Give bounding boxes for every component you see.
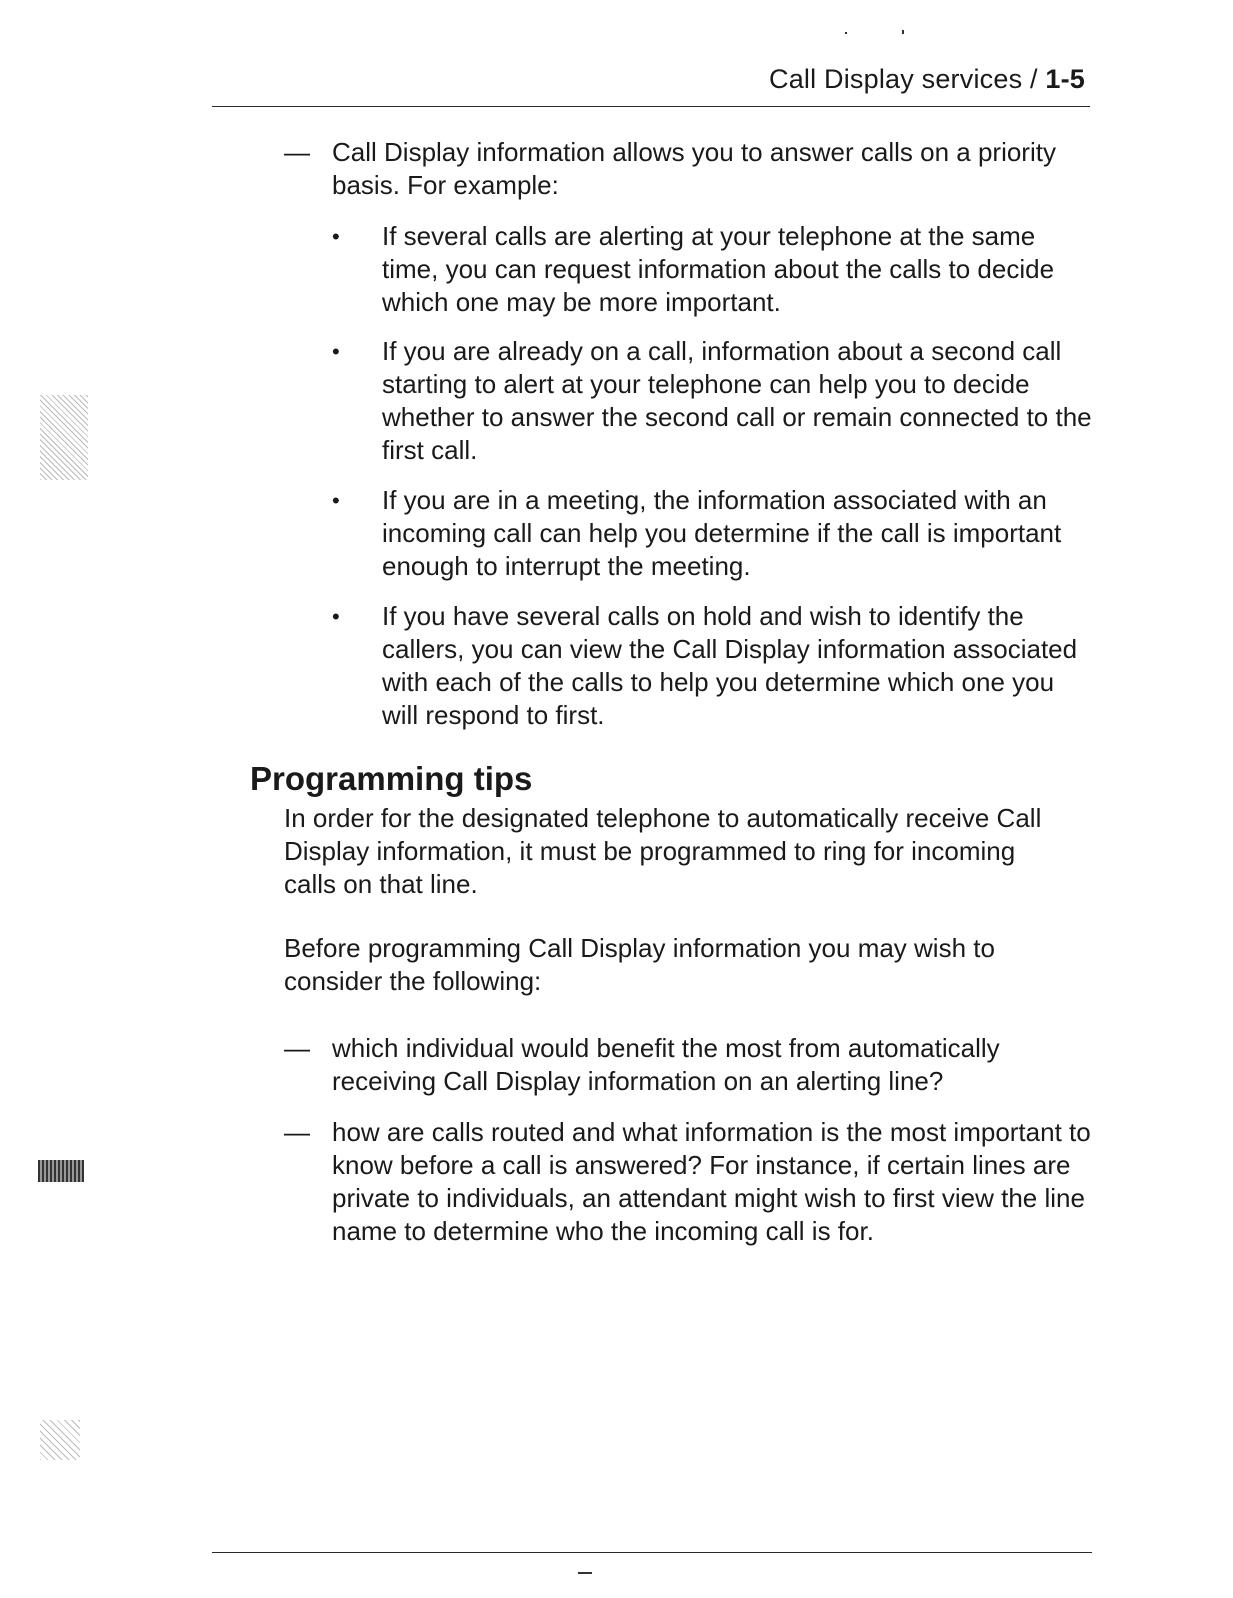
bullet-text: If several calls are alerting at your telephone at the same time, you can request information about the calls to decide which one may be more important.: [382, 221, 1055, 317]
intro-dash-text: Call Display information allows you to answer calls on a priority basis. For example:: [332, 137, 1056, 200]
scan-noise: [40, 1420, 80, 1460]
scan-speck: [845, 32, 847, 34]
footer-rule: [212, 1552, 1092, 1553]
running-header: [769, 64, 1085, 95]
bullet-marker: •: [332, 488, 340, 513]
scan-speck: [902, 30, 904, 34]
header-section-title: Call Display services /: [769, 64, 1046, 94]
dash-marker: —: [284, 1033, 310, 1063]
consideration-text: how are calls routed and what information is the most important to know before a call is answered? For instance, if certain lines are private to individuals, an attendant might wish to first view the line name to determine who the incoming call is for.: [332, 1117, 1091, 1246]
scan-noise: [40, 395, 88, 480]
dash-marker: —: [284, 1117, 310, 1147]
dash-marker: —: [284, 137, 310, 167]
paragraph: In order for the designated telephone to automatically receive Call Display information, it must be programmed to ring for incoming calls on that line.: [284, 803, 1042, 899]
bullet-text: If you are in a meeting, the information associated with an incoming call can help you determine if the call is important enough to interrupt the meeting.: [382, 485, 1062, 581]
bullet-marker: •: [332, 604, 340, 629]
page-number: 1-5: [1045, 64, 1085, 94]
header-rule: [212, 106, 1090, 107]
bullet-marker: •: [332, 339, 340, 364]
consideration-text: which individual would benefit the most from automatically receiving Call Display information on an alerting line?: [332, 1033, 1000, 1096]
bullet-text: If you are already on a call, information about a second call starting to alert at your telephone can help you to decide whether to answer the second call or remain connected to the first call.: [382, 336, 1092, 465]
scan-speck: [578, 1572, 592, 1574]
scan-noise: [38, 1160, 84, 1182]
paragraph: Before programming Call Display information you may wish to consider the following:: [284, 933, 995, 996]
section-heading: Programming tips: [250, 760, 533, 797]
bullet-marker: •: [332, 224, 340, 249]
bullet-text: If you have several calls on hold and wish to identify the callers, you can view the Call Display information associated with each of the calls to help you determine which one you will respond to first.: [382, 601, 1078, 730]
